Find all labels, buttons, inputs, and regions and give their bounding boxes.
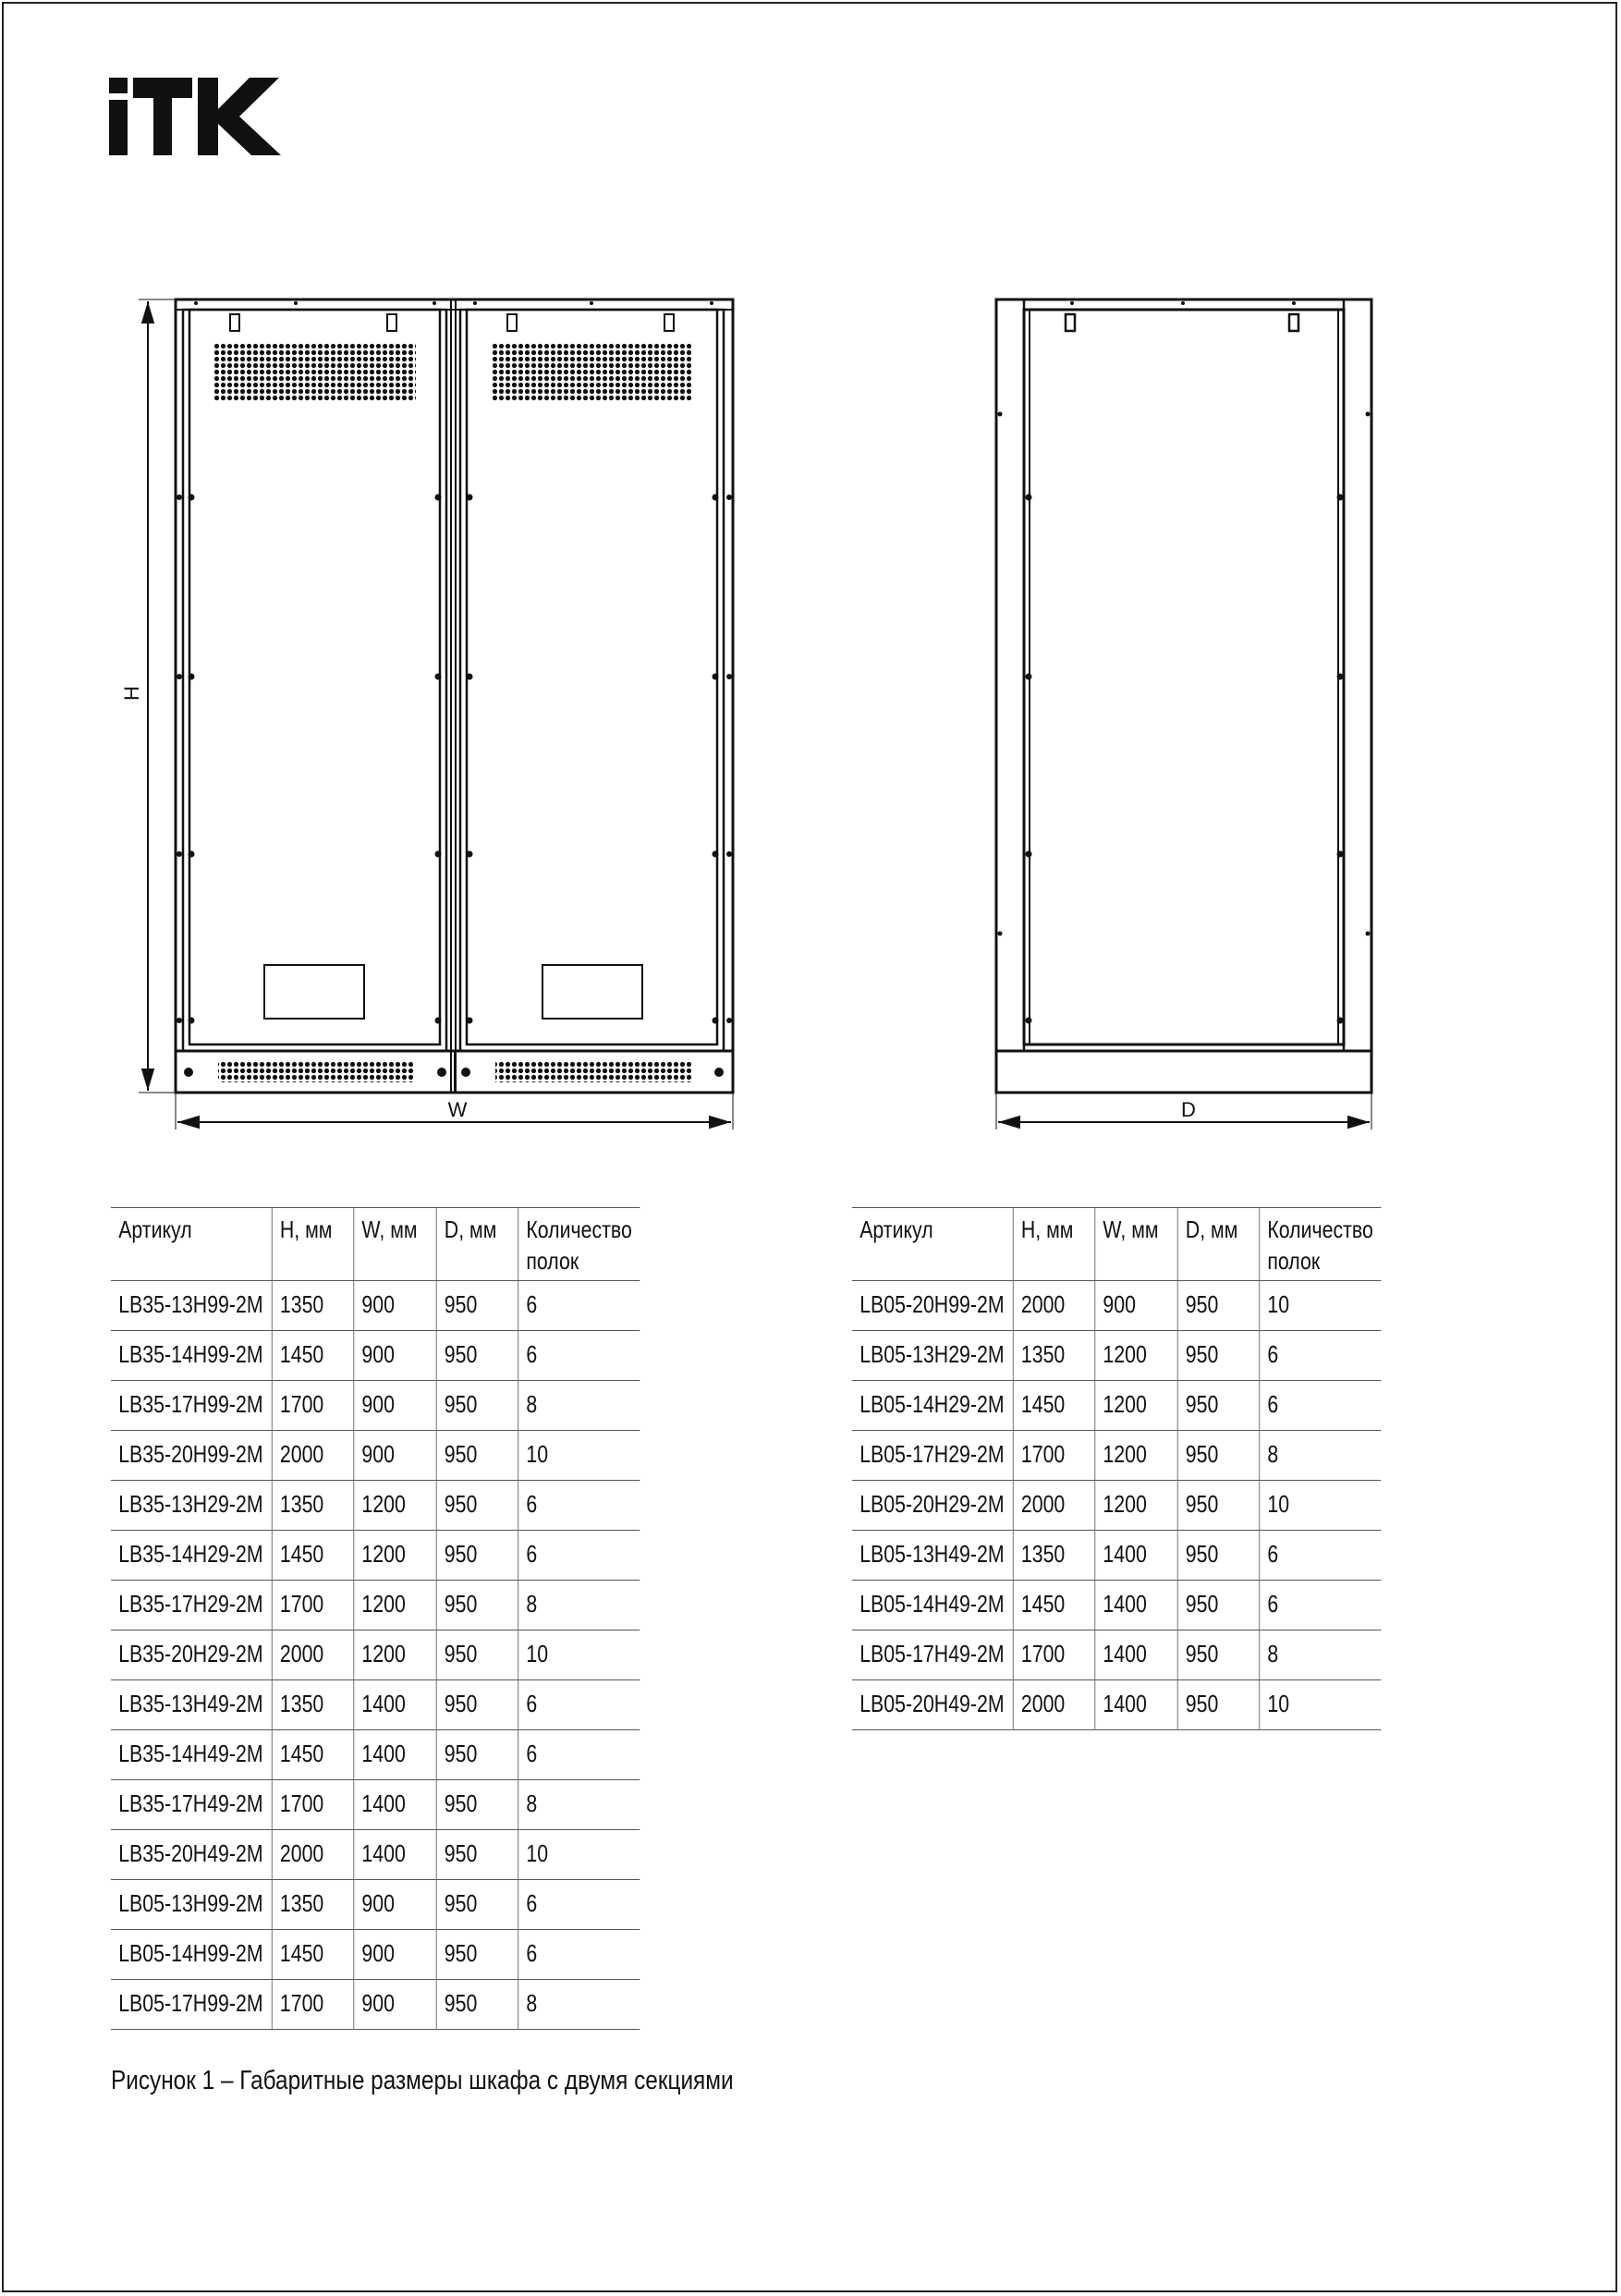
cell-depth: 950 (436, 1980, 518, 2030)
cell-shelves: 6 (1260, 1381, 1381, 1431)
cell-width: 1200 (1095, 1431, 1177, 1481)
cell-article: LB05-13H49-2M (852, 1531, 1013, 1581)
cell-height: 1350 (272, 1481, 354, 1531)
cell-article: LB35-20H29-2M (111, 1630, 272, 1680)
cell-shelves: 6 (518, 1281, 640, 1331)
cell-depth: 950 (436, 1531, 518, 1581)
header-height: H, мм (272, 1208, 354, 1281)
cell-article: LB35-17H49-2M (111, 1780, 272, 1830)
header-depth: D, мм (436, 1208, 518, 1281)
table-row (852, 1481, 1381, 1531)
height-dimension (139, 299, 176, 1093)
cell-depth: 950 (1177, 1331, 1260, 1381)
cell-height: 1350 (1013, 1331, 1095, 1381)
table-row (111, 1680, 640, 1730)
table-row (111, 1730, 640, 1780)
cell-shelves: 10 (518, 1830, 640, 1880)
header-article: Артикул (111, 1208, 272, 1281)
table-row (111, 1780, 640, 1830)
cell-depth: 950 (436, 1730, 518, 1780)
cell-article: LB05-17H49-2M (852, 1630, 1013, 1680)
cell-article: LB05-13H99-2M (111, 1880, 272, 1930)
cell-width: 1400 (354, 1830, 436, 1880)
cell-shelves: 8 (518, 1980, 640, 2030)
header-width: W, мм (1095, 1208, 1177, 1281)
table-row (111, 1381, 640, 1431)
cell-article: LB05-14H99-2M (111, 1930, 272, 1980)
cell-width: 1200 (354, 1481, 436, 1531)
front-hinge-dots (177, 301, 732, 1024)
cell-depth: 950 (436, 1381, 518, 1431)
cell-width: 1200 (1095, 1481, 1177, 1531)
cell-shelves: 6 (518, 1680, 640, 1730)
spec-table-right (852, 1207, 1381, 1730)
cell-depth: 950 (436, 1281, 518, 1331)
cell-height: 1350 (272, 1880, 354, 1930)
cell-article: LB35-20H49-2M (111, 1830, 272, 1880)
cell-width: 900 (354, 1431, 436, 1481)
cell-depth: 950 (436, 1680, 518, 1730)
cell-article: LB35-14H29-2M (111, 1531, 272, 1581)
cell-shelves: 6 (518, 1331, 640, 1381)
table-row (852, 1630, 1381, 1680)
cell-depth: 950 (436, 1930, 518, 1980)
table-row (111, 1281, 640, 1331)
table-row (852, 1381, 1381, 1431)
spec-table-left (111, 1207, 640, 2030)
cell-shelves: 10 (518, 1630, 640, 1680)
cell-width: 900 (354, 1880, 436, 1930)
table-row (111, 1980, 640, 2030)
table-row (111, 1930, 640, 1980)
cell-height: 2000 (1013, 1281, 1095, 1331)
table-row (111, 1431, 640, 1481)
cell-shelves: 8 (518, 1780, 640, 1830)
cell-width: 1200 (1095, 1331, 1177, 1381)
header-shelves: Количество полок (1260, 1208, 1381, 1281)
cell-shelves: 6 (518, 1481, 640, 1531)
cell-width: 900 (354, 1381, 436, 1431)
table-row (111, 1531, 640, 1581)
cell-article: LB35-13H29-2M (111, 1481, 272, 1531)
cell-width: 1400 (354, 1730, 436, 1780)
cell-width: 1200 (1095, 1381, 1177, 1431)
cell-height: 1700 (272, 1980, 354, 2030)
height-label: H (120, 686, 143, 701)
cell-shelves: 8 (518, 1381, 640, 1431)
cell-depth: 950 (1177, 1381, 1260, 1431)
cell-article: LB35-17H99-2M (111, 1381, 272, 1431)
cell-shelves: 8 (1260, 1431, 1381, 1481)
cell-shelves: 10 (1260, 1680, 1381, 1730)
header-height: H, мм (1013, 1208, 1095, 1281)
cell-height: 1450 (1013, 1381, 1095, 1431)
cell-shelves: 6 (1260, 1331, 1381, 1381)
table-header-row (852, 1208, 1381, 1281)
cell-shelves: 6 (518, 1880, 640, 1930)
figure-caption: Рисунок 1 – Габаритные размеры шкафа с двумя секциями (111, 2066, 734, 2095)
cell-width: 1200 (354, 1630, 436, 1680)
cell-shelves: 6 (518, 1730, 640, 1780)
cell-shelves: 10 (518, 1431, 640, 1481)
cell-height: 1350 (1013, 1531, 1095, 1581)
cell-height: 1450 (272, 1531, 354, 1581)
cell-article: LB35-17H29-2M (111, 1581, 272, 1630)
table-row (852, 1680, 1381, 1730)
cell-article: LB05-20H49-2M (852, 1680, 1013, 1730)
cell-depth: 950 (436, 1331, 518, 1381)
cell-article: LB05-13H29-2M (852, 1331, 1013, 1381)
table-row (852, 1531, 1381, 1581)
table-row (111, 1830, 640, 1880)
cell-shelves: 6 (1260, 1581, 1381, 1630)
table-row (111, 1331, 640, 1381)
cell-height: 1700 (272, 1381, 354, 1431)
cell-article: LB35-13H49-2M (111, 1680, 272, 1730)
cell-width: 1400 (354, 1680, 436, 1730)
cell-article: LB05-20H29-2M (852, 1481, 1013, 1531)
side-view (996, 299, 1371, 1093)
cell-height: 1700 (1013, 1630, 1095, 1680)
header-depth: D, мм (1177, 1208, 1260, 1281)
header-shelves: Количество полок (518, 1208, 640, 1281)
cell-height: 2000 (272, 1431, 354, 1481)
cell-height: 2000 (272, 1830, 354, 1880)
cell-height: 2000 (1013, 1481, 1095, 1531)
cell-article: LB35-13H99-2M (111, 1281, 272, 1331)
cell-shelves: 6 (518, 1930, 640, 1980)
cell-height: 1700 (272, 1581, 354, 1630)
cell-width: 1400 (1095, 1581, 1177, 1630)
table-row (852, 1331, 1381, 1381)
cell-depth: 950 (1177, 1481, 1260, 1531)
cell-width: 1200 (354, 1531, 436, 1581)
cell-height: 1450 (1013, 1581, 1095, 1630)
cell-width: 900 (354, 1331, 436, 1381)
cell-article: LB05-17H29-2M (852, 1431, 1013, 1481)
cell-depth: 950 (436, 1630, 518, 1680)
cell-width: 1400 (1095, 1531, 1177, 1581)
cell-height: 1350 (272, 1680, 354, 1730)
cell-article: LB05-14H29-2M (852, 1381, 1013, 1431)
spec-table-left-body (111, 1281, 640, 2030)
cell-shelves: 8 (1260, 1630, 1381, 1680)
spec-table-right-body (852, 1281, 1381, 1730)
cell-article: LB05-17H99-2M (111, 1980, 272, 2030)
width-label: W (447, 1098, 468, 1121)
cell-depth: 950 (436, 1830, 518, 1880)
cell-article: LB05-14H49-2M (852, 1581, 1013, 1630)
cell-depth: 950 (1177, 1281, 1260, 1331)
cell-height: 1450 (272, 1331, 354, 1381)
header-width: W, мм (354, 1208, 436, 1281)
header-article: Артикул (852, 1208, 1013, 1281)
cell-depth: 950 (436, 1481, 518, 1531)
cell-shelves: 10 (1260, 1281, 1381, 1331)
cell-shelves: 6 (518, 1531, 640, 1581)
cell-article: LB35-14H49-2M (111, 1730, 272, 1780)
cell-height: 2000 (1013, 1680, 1095, 1730)
cell-depth: 950 (1177, 1531, 1260, 1581)
cell-depth: 950 (436, 1780, 518, 1830)
cell-height: 1350 (272, 1281, 354, 1331)
cell-width: 900 (354, 1980, 436, 2030)
cell-width: 900 (1095, 1281, 1177, 1331)
cell-width: 1400 (354, 1780, 436, 1830)
table-row (852, 1431, 1381, 1481)
cell-height: 2000 (272, 1630, 354, 1680)
table-row (111, 1481, 640, 1531)
front-view (176, 299, 733, 1093)
cell-depth: 950 (436, 1581, 518, 1630)
cell-height: 1700 (272, 1780, 354, 1830)
side-hinge-dots (998, 301, 1371, 1024)
cell-width: 900 (354, 1930, 436, 1980)
table-header-row (111, 1208, 640, 1281)
cell-width: 1400 (1095, 1630, 1177, 1680)
cell-article: LB35-20H99-2M (111, 1431, 272, 1481)
depth-label: D (1181, 1098, 1196, 1121)
cell-height: 1450 (272, 1930, 354, 1980)
table-row (111, 1581, 640, 1630)
cell-depth: 950 (1177, 1680, 1260, 1730)
cell-height: 1700 (1013, 1431, 1095, 1481)
cell-height: 1450 (272, 1730, 354, 1780)
table-row (111, 1630, 640, 1680)
cell-depth: 950 (1177, 1431, 1260, 1481)
cell-article: LB35-14H99-2M (111, 1331, 272, 1381)
cell-shelves: 8 (518, 1581, 640, 1630)
cell-depth: 950 (436, 1431, 518, 1481)
cell-width: 1200 (354, 1581, 436, 1630)
cell-width: 1400 (1095, 1680, 1177, 1730)
cell-depth: 950 (1177, 1581, 1260, 1630)
cell-article: LB05-20H99-2M (852, 1281, 1013, 1331)
cell-shelves: 6 (1260, 1531, 1381, 1581)
cell-width: 900 (354, 1281, 436, 1331)
table-row (852, 1281, 1381, 1331)
cell-shelves: 10 (1260, 1481, 1381, 1531)
table-row (852, 1581, 1381, 1630)
cell-depth: 950 (1177, 1630, 1260, 1680)
cell-depth: 950 (436, 1880, 518, 1930)
table-row (111, 1880, 640, 1930)
